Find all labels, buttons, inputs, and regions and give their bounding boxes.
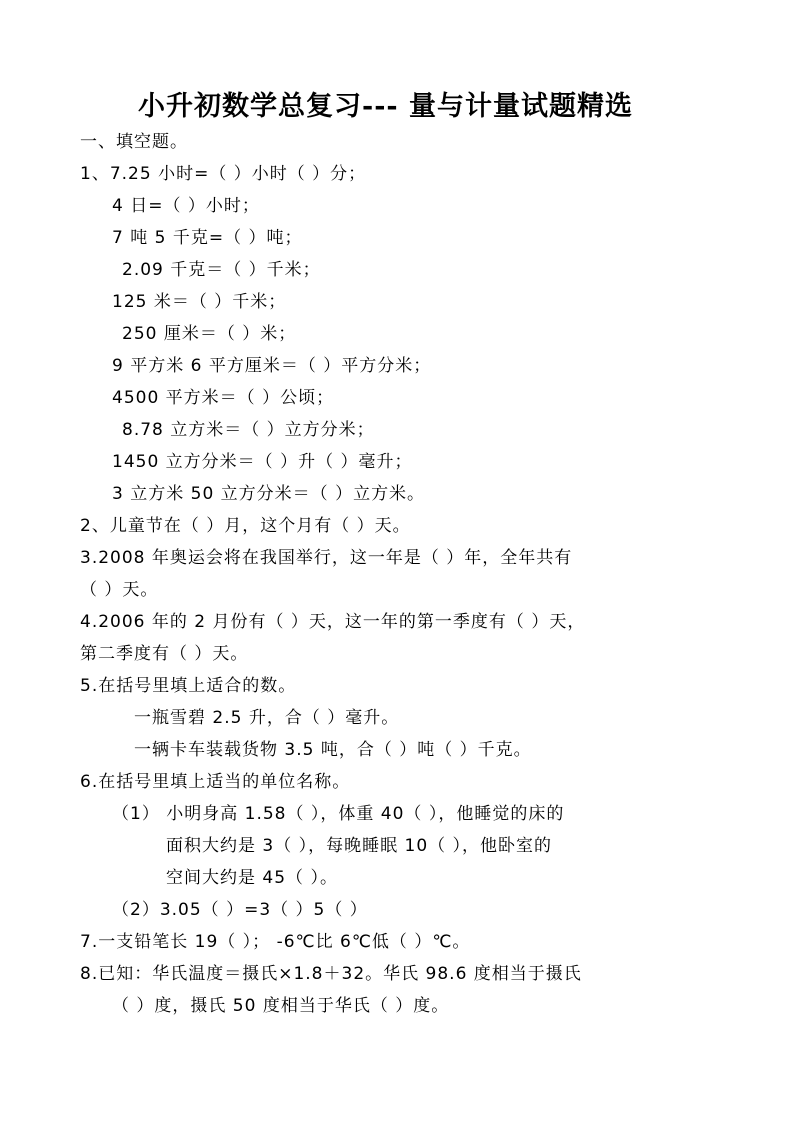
question-6-1-line-1: （1） 小明身高 1.58（ ），体重 40（ ），他睡觉的床的 <box>112 804 565 824</box>
question-5-heading: 5.在括号里填上适合的数。 <box>80 676 297 696</box>
question-1-line-2: 4 日=（ ）小时； <box>112 196 260 216</box>
question-1-line-3: 7 吨 5 千克=（ ）吨； <box>112 228 303 248</box>
question-1-line-4: 2.09 千克＝（ ）千米； <box>122 260 321 280</box>
question-2: 2、儿童节在（ ）月，这个月有（ ）天。 <box>80 516 411 536</box>
question-1-line-10: 1450 立方分米＝（ ）升（ ）毫升； <box>112 452 413 472</box>
question-3-line-2: （ ）天。 <box>80 580 159 600</box>
question-1-line-5: 125 米＝（ ）千米； <box>112 292 287 312</box>
question-1-line-9: 8.78 立方米＝（ ）立方分米； <box>122 420 375 440</box>
question-8-line-2: （ ）度，摄氏 50 度相当于华氏（ ）度。 <box>112 996 450 1016</box>
question-6-1-line-3: 空间大约是 45（ ）。 <box>166 868 338 888</box>
question-4-line-2: 第二季度有（ ）天。 <box>80 644 249 664</box>
question-4-line-1: 4.2006 年的 2 月份有（ ）天，这一年的第一季度有（ ）天， <box>80 612 586 632</box>
question-5-line-2: 一辆卡车装载货物 3.5 吨，合（ ）吨（ ）千克。 <box>134 740 532 760</box>
question-1-line-1: 1、7.25 小时=（ ）小时（ ）分； <box>80 164 367 184</box>
question-1-line-7: 9 平方米 6 平方厘米＝（ ）平方分米； <box>112 356 432 376</box>
question-8-line-1: 8.已知：华氏温度＝摄氏×1.8＋32。华氏 98.6 度相当于摄氏 <box>80 964 582 984</box>
question-1-line-8: 4500 平方米＝（ ）公顷； <box>112 388 335 408</box>
question-7: 7.一支铅笔长 19（ ）； -6℃比 6℃低（ ）℃。 <box>80 932 471 952</box>
question-1-line-6: 250 厘米＝（ ）米； <box>122 324 297 344</box>
question-6-1-line-2: 面积大约是 3（ ），每晚睡眠 10（ ），他卧室的 <box>166 836 553 856</box>
document-title: 小升初数学总复习--- 量与计量试题精选 <box>138 91 634 122</box>
question-3-line-1: 3.2008 年奥运会将在我国举行，这一年是（ ）年，全年共有 <box>80 548 573 568</box>
section-heading: 一、填空题。 <box>80 132 188 152</box>
question-6-heading: 6.在括号里填上适当的单位名称。 <box>80 772 351 792</box>
question-1-line-11: 3 立方米 50 立方分米＝（ ）立方米。 <box>112 484 426 504</box>
question-6-2: （2）3.05（ ）=3（ ）5（ ） <box>112 900 368 920</box>
question-5-line-1: 一瓶雪碧 2.5 升，合（ ）毫升。 <box>134 708 400 728</box>
